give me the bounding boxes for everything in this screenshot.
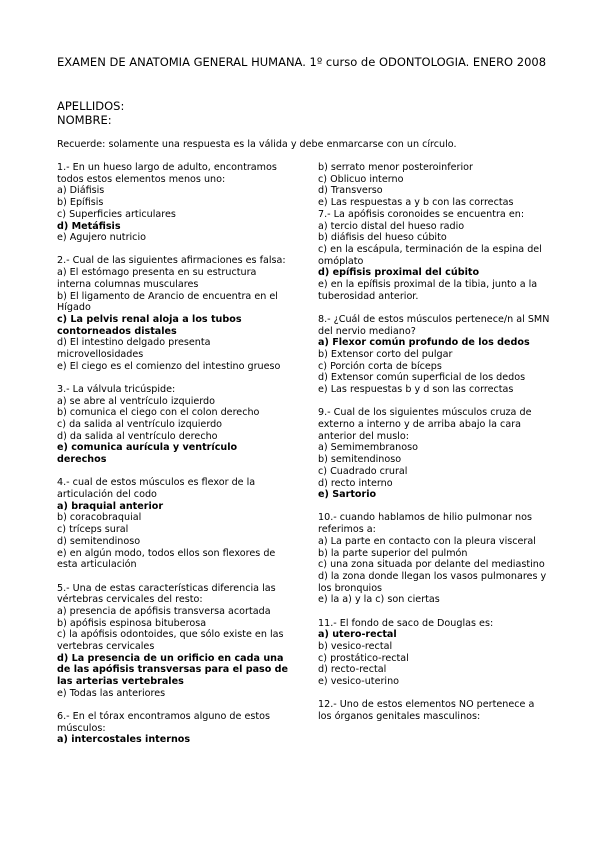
answer-option: c) Oblicuo interno [318, 173, 404, 185]
question-stem: 5.- Una de estas características diferencia las vértebras cervicales del resto: [57, 582, 276, 606]
exam-title: EXAMEN DE ANATOMIA GENERAL HUMANA. 1º curso de ODONTOLOGIA. ENERO 2008 [57, 55, 547, 69]
answer-option: c) Cuadrado crural [318, 465, 408, 477]
question-1 [57, 162, 289, 244]
answer-option: c) una zona situada por delante del mediastino [318, 559, 545, 571]
answer-option-marked: e) Sartorio [318, 489, 377, 501]
answer-option-marked: a) Flexor común profundo de los dedos [318, 337, 530, 349]
answer-option-marked: d) La presencia de un orificio en cada una de las apófisis transversas para el paso de las arterias vertebrales [57, 652, 289, 688]
answer-option-marked: a) braquial anterior [57, 500, 164, 512]
answer-option: a) se abre al ventrículo izquierdo [57, 395, 216, 407]
question-stem: 12.- Uno de estos elementos NO pertenece a los órganos genitales masculinos: [318, 699, 535, 723]
instructions: Recuerde: solamente una respuesta es la válida y debe enmarcarse con un círculo. [57, 139, 457, 150]
answer-option-marked: e) comunica aurícula y ventrículo derechos [57, 442, 238, 466]
answer-option: e) Las respuestas b y d son las correctas [318, 384, 514, 396]
answer-option: a) Diáfisis [57, 185, 105, 197]
answer-option: c) da salida al ventrículo izquierdo [57, 419, 223, 431]
answer-option-marked: a) intercostales internos [57, 734, 191, 746]
answer-option: b) diáfisis del hueso cúbito [318, 232, 447, 244]
answer-option: a) tercio distal del hueso radio [318, 220, 465, 232]
answer-option: e) en algún modo, todos ellos son flexores de esta articulación [57, 547, 276, 571]
question-stem: 9.- Cual de los siguientes músculos cruza de externo a interno y de arriba abajo la cara anterior del muslo: [318, 407, 532, 442]
answer-option: c) Superficies articulares [57, 208, 176, 220]
answer-option: b) la parte superior del pulmón [318, 547, 468, 559]
question-2 [57, 255, 289, 372]
answer-option: d) da salida al ventrículo derecho [57, 430, 218, 442]
answer-option: a) La parte en contacto con la pleura visceral [318, 535, 536, 547]
question-9 [318, 407, 550, 501]
answer-option: e) El ciego es el comienzo del intestino grueso [57, 360, 281, 372]
left-column [57, 162, 289, 746]
answer-option: e) Todas las anteriores [57, 687, 166, 699]
answer-option: b) El ligamento de Arancio de encuentra en el Hígado [57, 290, 278, 314]
question-stem: 3.- La válvula tricúspide: [57, 383, 176, 395]
answer-option: e) la a) y la c) son ciertas [318, 594, 440, 606]
question-stem: 8.- ¿Cuál de estos músculos pertenece/n al SMN del nervio mediano? [318, 313, 550, 337]
question-6-continued [318, 162, 550, 209]
answer-option: c) tríceps sural [57, 524, 129, 536]
question-6 [57, 711, 289, 746]
question-11 [318, 618, 550, 688]
answer-option: b) apófisis espinosa bituberosa [57, 617, 207, 629]
answer-option: d) recto-rectal [318, 664, 387, 676]
answer-option: d) la zona donde llegan los vasos pulmonares y los bronquios [318, 571, 547, 594]
question-12 [318, 699, 550, 722]
answer-option: a) Semimembranoso [318, 442, 418, 454]
answer-option: d) Transverso [318, 185, 383, 197]
question-stem: 10.- cuando hablamos de hilio pulmonar nos referimos a: [318, 512, 532, 536]
question-stem: 11.- El fondo de saco de Douglas es: [318, 617, 494, 629]
answer-option: c) la apófisis odontoides, que sólo existe en las vertebras cervicales [57, 629, 284, 653]
question-3 [57, 384, 289, 466]
answer-option: b) semitendinoso [318, 454, 402, 466]
question-10 [318, 512, 550, 606]
answer-option: e) en la epífisis proximal de la tibia, junto a la tuberosidad anterior. [318, 279, 538, 302]
right-column [318, 162, 550, 723]
answer-option: a) El estómago presenta en su estructura interna columnas musculares [57, 267, 257, 290]
answer-option: c) en la escápula, terminación de la espina del omóplato [318, 243, 542, 267]
answer-option: e) Agujero nutricio [57, 232, 146, 244]
answer-option-marked: c) La pelvis renal aloja a los tubos contorneados distales [57, 313, 242, 337]
question-stem: 1.- En un hueso largo de adulto, encontramos todos estos elementos menos uno: [57, 162, 277, 185]
answer-option: b) vesico-rectal [318, 641, 393, 653]
answer-option: e) Las respuestas a y b con las correctas [318, 197, 514, 209]
question-7 [318, 209, 550, 303]
question-stem: 4.- cual de estos músculos es flexor de la articulación del codo [57, 477, 256, 501]
answer-option: a) presencia de apófisis transversa acortada [57, 605, 271, 617]
answer-option: c) prostático-rectal [318, 652, 409, 664]
nombre-label: NOMBRE: [57, 113, 112, 127]
answer-option: c) Porción corta de bíceps [318, 360, 442, 372]
answer-option: d) recto interno [318, 477, 393, 489]
question-stem: 6.- En el tórax encontramos alguno de estos músculos: [57, 711, 270, 734]
answer-option: b) Epífisis [57, 197, 104, 209]
question-5 [57, 583, 289, 700]
student-fields [57, 99, 124, 127]
answer-option: b) serrato menor posteroinferior [318, 162, 473, 173]
answer-option: d) El intestino delgado presenta microvellosidades [57, 337, 211, 361]
answer-option-marked: d) Metáfisis [57, 220, 121, 232]
answer-option: b) Extensor corto del pulgar [318, 349, 453, 361]
answer-option: b) coracobraquial [57, 512, 142, 524]
answer-option-marked: a) utero-rectal [318, 629, 397, 641]
question-stem: 7.- La apófisis coronoides se encuentra en: [318, 208, 525, 220]
answer-option: d) semitendinoso [57, 535, 141, 547]
answer-option: b) comunica el ciego con el colon derecho [57, 407, 260, 419]
answer-option: e) vesico-uterino [318, 676, 400, 688]
question-stem: 2.- Cual de las siguientes afirmaciones es falsa: [57, 255, 286, 267]
answer-option: d) Extensor común superficial de los dedos [318, 372, 526, 384]
question-8 [318, 314, 550, 396]
apellidos-label: APELLIDOS: [57, 99, 125, 113]
answer-option-marked: d) epífisis proximal del cúbito [318, 267, 480, 279]
question-4 [57, 477, 289, 571]
